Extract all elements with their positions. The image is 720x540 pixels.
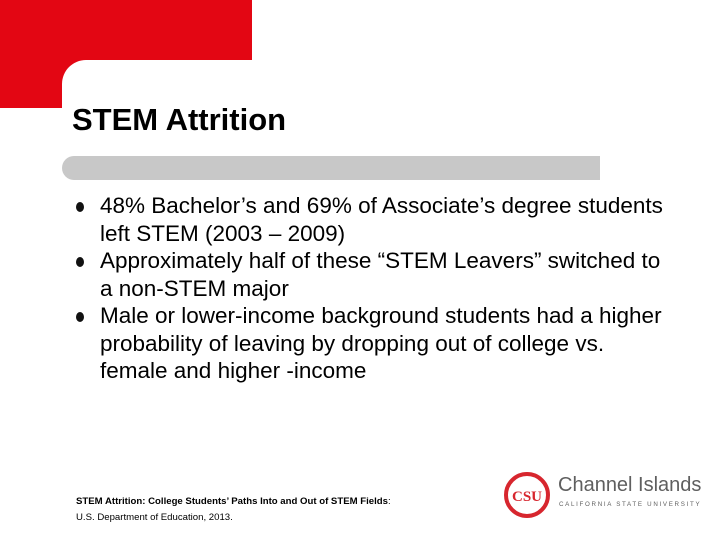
bullet-list [74, 192, 670, 385]
bullet-icon [76, 257, 84, 267]
csu-seal-icon [504, 472, 550, 518]
bullet-item [74, 192, 670, 247]
bullet-text: Approximately half of these “STEM Leavers” switched to a non-STEM major [100, 248, 661, 301]
bullet-icon [76, 202, 84, 212]
citation-title: STEM Attrition: College Students’ Paths Into and Out of STEM Fields [76, 496, 388, 507]
title-underline-bar [62, 156, 600, 180]
bullet-text: Male or lower-income background students had a higher probability of leaving by dropping out of college vs. female and higher -income [100, 303, 662, 383]
slide-title: STEM Attrition [72, 102, 287, 137]
university-logo [504, 470, 714, 518]
citation-line-1 [76, 494, 391, 510]
bullet-item [74, 302, 670, 385]
bullet-item [74, 247, 670, 302]
bullet-icon [76, 312, 84, 322]
citation-colon: : [387, 496, 391, 507]
citation-source: U.S. Department of Education, 2013. [76, 512, 233, 523]
citation [76, 494, 391, 526]
logo-name: Channel Islands [558, 474, 702, 496]
logo-mark-letters: CSU [511, 489, 543, 505]
logo-subtitle: CALIFORNIA STATE UNIVERSITY [559, 501, 702, 508]
bullet-text: 48% Bachelor’s and 69% of Associate’s degree students left STEM (2003 – 2009) [100, 193, 663, 246]
